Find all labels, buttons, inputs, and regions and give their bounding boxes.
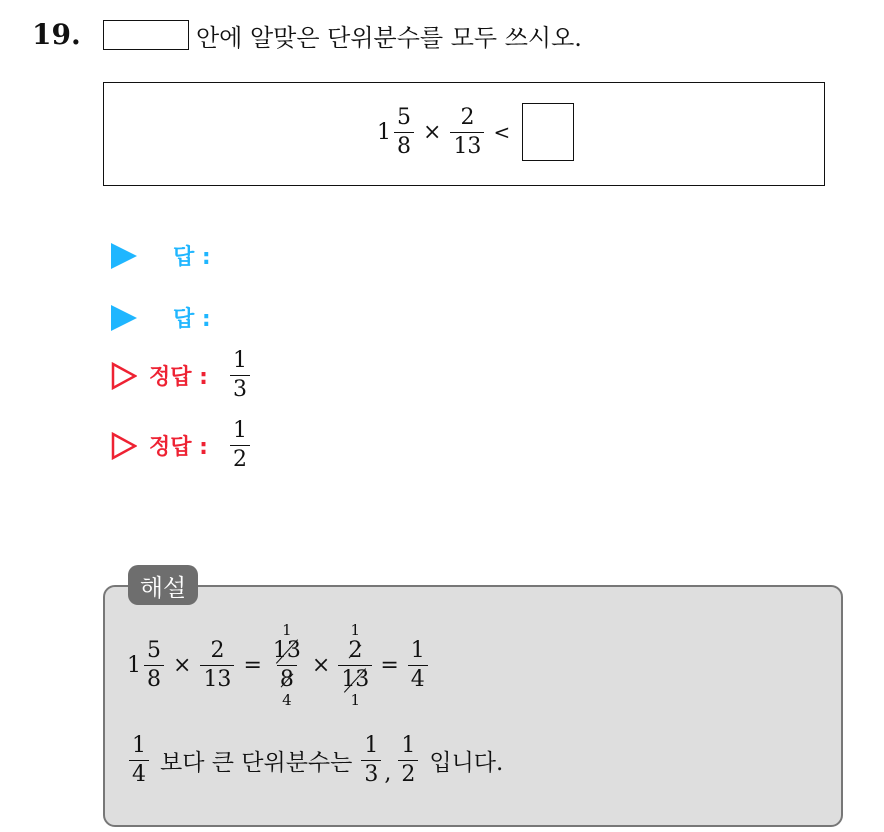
answer-label: 답 : [173,245,211,270]
answer-row-1 [111,240,211,271]
problem-fraction-1 [394,104,414,159]
numerator: 5 [147,638,161,663]
struck-denominator: 13 [341,667,370,692]
denominator: 2 [230,445,250,471]
filled-triangle-icon [111,243,137,269]
explanation-line-1 [127,623,431,708]
outline-triangle-icon [111,362,137,390]
numerator: 1 [410,638,425,663]
denominator: 3 [230,375,250,401]
problem-whole: 1 [377,119,391,145]
correct-answer-label: 정답 : [149,365,208,390]
struck-numerator: 2 [348,638,363,663]
fraction [361,735,381,786]
answer-row-2 [111,302,211,333]
question-text: 안에 알맞은 단위분수를 모두 쓰시오. [196,24,582,52]
problem-fraction-2 [450,104,484,159]
fraction [270,640,304,691]
answer-label: 답 : [173,307,211,332]
fraction [338,640,372,691]
fraction [200,640,234,691]
denominator: 2 [398,760,418,786]
explanation-tag: 해설 [128,565,198,605]
numerator: 1 [364,733,379,758]
numerator: 1 [401,733,416,758]
comma: , [384,761,392,786]
correct-answer-label: 정답 : [149,435,208,460]
correct-answer-row-1 [111,350,253,401]
cancel-bottom: 4 [282,691,292,709]
cancel-top: 1 [282,621,292,639]
whole: 1 [127,653,141,678]
result-fraction [408,640,428,691]
equals-sign: = [243,653,262,678]
outline-triangle-icon [111,432,137,460]
struck-numerator: 13 [272,638,301,663]
denominator: 8 [144,665,164,691]
question-blank-box [103,20,189,50]
denominator: 4 [408,665,428,691]
cancel-fraction-1 [270,623,304,708]
explanation-text-1: 보다 큰 단위분수는 [160,750,353,776]
times-sign: × [423,119,442,145]
numerator: 2 [460,104,475,130]
explanation-text-2: 입니다. [429,750,504,776]
cancel-fraction-2 [338,623,372,708]
numerator: 5 [397,104,411,130]
problem-box [103,82,825,186]
correct-answer-fraction [230,420,250,471]
problem-expression [377,103,574,161]
correct-answer-fraction [230,350,250,401]
times-sign: × [311,653,331,678]
times-sign: × [173,653,192,678]
denominator: 4 [129,760,149,786]
answer-blank-box [522,103,574,161]
cancel-top: 1 [350,621,361,639]
denominator: 3 [361,760,381,786]
numerator: 1 [232,418,247,443]
explanation-panel [103,585,843,827]
correct-answer-row-2 [111,420,253,471]
denominator: 8 [394,132,414,158]
fraction [129,735,149,786]
struck-denominator: 8 [279,667,294,692]
equals-sign: = [380,653,399,678]
denominator: 13 [200,665,234,691]
fraction [144,640,164,691]
denominator: 13 [450,132,484,158]
numerator: 2 [210,638,225,663]
less-than-sign: < [493,120,511,144]
explanation-line-2 [129,735,503,786]
numerator: 1 [232,348,247,373]
fraction [398,735,418,786]
filled-triangle-icon [111,305,137,331]
question-number: 19. [32,18,81,51]
numerator: 1 [132,733,146,758]
cancel-bottom: 1 [350,691,361,709]
